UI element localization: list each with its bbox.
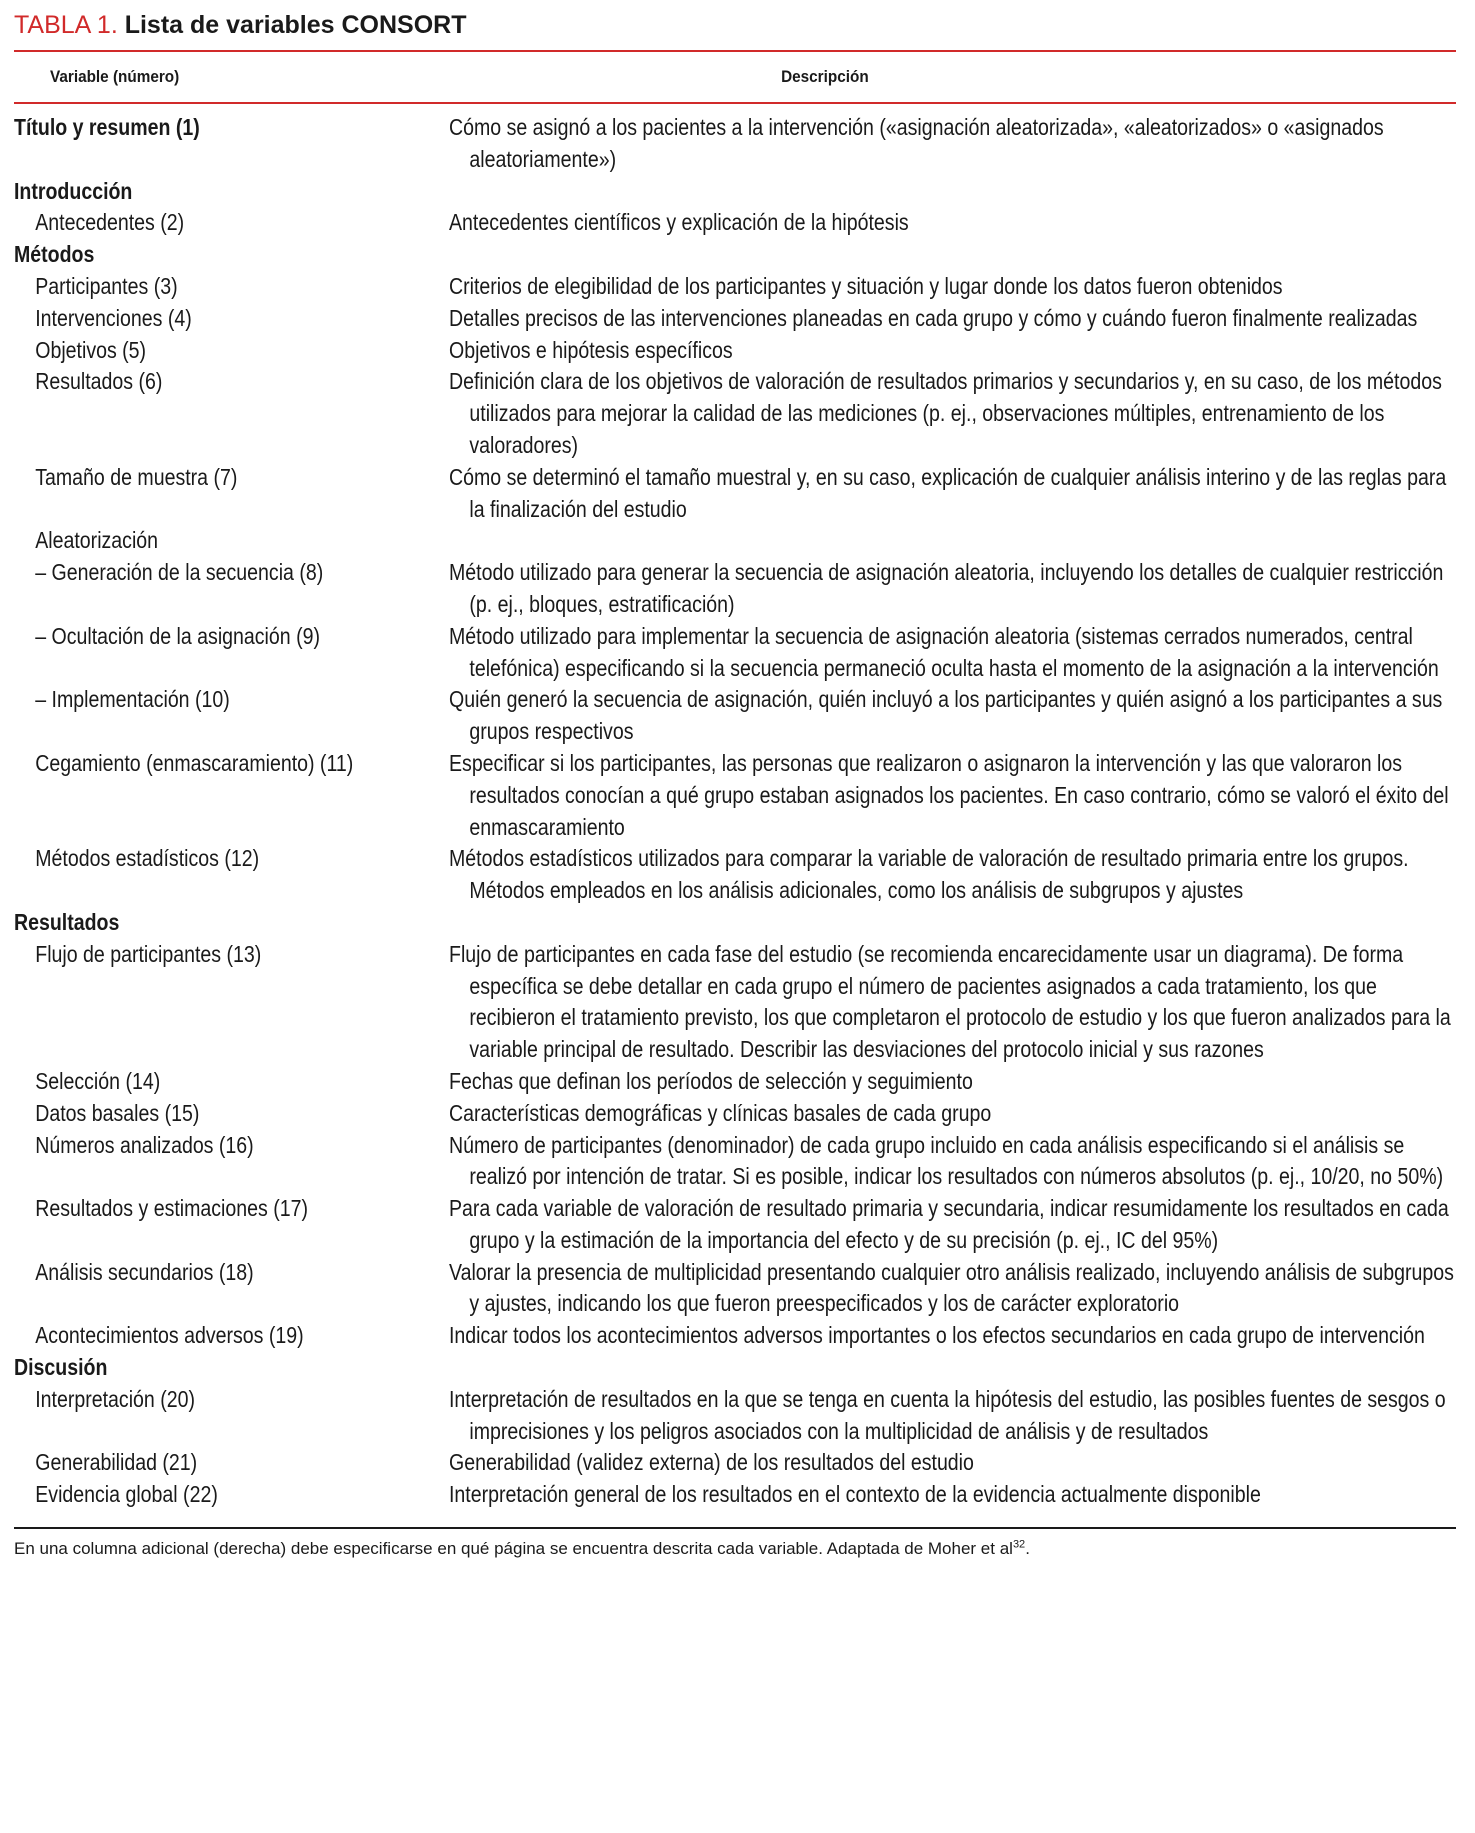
table-container: [14, 8, 1456, 1563]
variable-cell: Acontecimientos adversos (19): [35, 1322, 304, 1349]
variable-cell: Título y resumen (1): [14, 114, 200, 140]
table-row: [14, 366, 1456, 461]
variable-cell: Resultados (6): [35, 368, 163, 395]
description-cell: Método utilizado para generar la secuencia de asignación aleatoria, incluyendo los detalles de cualquier restricción (p. ej., bloques, estratificación): [449, 559, 1444, 617]
variable-cell: Antecedentes (2): [35, 209, 185, 236]
description-cell: [449, 907, 1456, 939]
description-cell: Métodos estadísticos utilizados para comparar la variable de valoración de resultado primaria entre los grupos. Métodos empleados en los análisis adicionales, como los análisis de subgrupos y ajustes: [449, 845, 1409, 904]
description-cell: Especificar si los participantes, las personas que realizaron o asignaron la intervención y las que valoraron los resultados conocían a qué grupo estaban asignados los pacientes. En caso contrario, cómo se valoró el éxito del enmascaramiento: [449, 749, 1449, 840]
description-cell: Quién generó la secuencia de asignación, quién incluyó a los participantes y quién asignó a los participantes a sus grupos respectivos: [449, 686, 1443, 745]
table-row: [14, 1098, 1456, 1130]
description-cell: Detalles precisos de las intervenciones planeadas en cada grupo y cómo y cuándo fueron finalmente realizadas: [449, 304, 1418, 331]
description-cell: Objetivos e hipótesis específicos: [449, 336, 733, 363]
variable-cell: Objetivos (5): [35, 336, 147, 363]
description-cell: Flujo de participantes en cada fase del estudio (se recomienda encarecidamente usar un diagrama). De forma específica se debe detallar en cada grupo el número de pacientes asignados a cada tratamiento, los que recibieron el tratamiento previsto, los que completaron el protocolo de estudio y los que fueron analizados para la variable principal de resultado. Describir las desviaciones del protocolo inicial y sus razones: [449, 940, 1451, 1063]
variable-cell: Generabilidad (21): [35, 1449, 198, 1476]
description-cell: Para cada variable de valoración de resultado primaria y secundaria, indicar resumidamente los resultados en cada grupo y la estimación de la importancia del efecto y de su precisión (p. ej., IC del 95%): [449, 1195, 1449, 1253]
section-row: [14, 176, 1456, 208]
variable-cell: Participantes (3): [35, 272, 178, 299]
table-row: [14, 1447, 1456, 1479]
variable-cell: Interpretación (20): [35, 1385, 195, 1412]
variable-cell: Números analizados (16): [35, 1131, 254, 1158]
variable-cell: Resultados: [14, 908, 120, 935]
footnote-text: En una columna adicional (derecha) debe especificarse en qué página se encuentra descrita cada variable. Adaptada de Moher et al: [14, 1539, 1013, 1559]
variable-cell: – Generación de la secuencia (8): [35, 559, 324, 586]
table-row: [14, 1130, 1456, 1194]
table-row: [14, 1193, 1456, 1257]
table-row: [14, 207, 1456, 239]
variable-cell: Datos basales (15): [35, 1099, 200, 1126]
table-row: [14, 525, 1456, 557]
table-row: [14, 557, 1456, 621]
description-cell: Interpretación general de los resultados en el contexto de la evidencia actualmente disponible: [449, 1481, 1261, 1508]
table-row: [14, 684, 1456, 748]
table-label: TABLA 1.: [14, 11, 118, 39]
variable-cell: Discusión: [14, 1354, 108, 1381]
description-cell: Generabilidad (validez externa) de los resultados del estudio: [449, 1449, 974, 1476]
description-cell: [449, 525, 1456, 557]
variable-cell: Tamaño de muestra (7): [35, 463, 238, 490]
table-row: [14, 939, 1456, 1066]
table-caption: [14, 8, 1456, 44]
header-descripcion: Descripción: [781, 67, 869, 86]
table-row: [14, 271, 1456, 303]
table-header: [14, 52, 1312, 102]
section-row: [14, 112, 1456, 176]
description-cell: Valorar la presencia de multiplicidad presentando cualquier otro análisis realizado, incluyendo análisis de subgrupos y ajustes, indicando los que fueron preespecificados y los de carácter exploratorio: [449, 1258, 1454, 1317]
description-cell: Interpretación de resultados en la que se tenga en cuenta la hipótesis del estudio, las posibles fuentes de sesgos o imprecisiones y los peligros asociados con la multiplicidad de análisis y de resultados: [449, 1385, 1446, 1444]
variable-cell: Aleatorización: [35, 527, 159, 554]
variable-cell: – Ocultación de la asignación (9): [35, 622, 320, 649]
variable-cell: – Implementación (10): [35, 686, 230, 713]
description-cell: Antecedentes científicos y explicación de la hipótesis: [449, 209, 909, 236]
variable-cell: Análisis secundarios (18): [35, 1258, 254, 1285]
description-cell: Cómo se asignó a los pacientes a la intervención («asignación aleatorizada», «aleatorizados» o «asignados aleatoriamente»): [449, 114, 1384, 172]
section-row: [14, 1352, 1456, 1384]
table-row: [14, 1320, 1456, 1352]
table-row: [14, 1384, 1456, 1448]
variable-cell: Flujo de participantes (13): [35, 940, 262, 967]
section-row: [14, 907, 1456, 939]
description-cell: [449, 239, 1456, 271]
variable-cell: Selección (14): [35, 1067, 161, 1094]
table-row: [14, 843, 1456, 907]
variable-cell: Métodos estadísticos (12): [35, 845, 260, 872]
table-row: [14, 303, 1456, 335]
variable-cell: Cegamiento (enmascaramiento) (11): [35, 749, 354, 776]
description-cell: [449, 1352, 1456, 1384]
description-cell: Método utilizado para implementar la secuencia de asignación aleatoria (sistemas cerrados numerados, central telefónica) especificando si la secuencia permaneció oculta hasta el momento de la asignación a la intervención: [449, 622, 1439, 681]
footnote-reference: 32: [1012, 1538, 1026, 1551]
description-cell: Características demográficas y clínicas basales de cada grupo: [449, 1099, 992, 1126]
variable-cell: Métodos: [14, 241, 95, 268]
table-row: [14, 462, 1456, 526]
table-body: [14, 112, 1456, 1511]
description-cell: Cómo se determinó el tamaño muestral y, en su caso, explicación de cualquier análisis interino y de las reglas para la finalización del estudio: [449, 463, 1447, 522]
section-row: [14, 239, 1456, 271]
table-footnote: [14, 1535, 1456, 1563]
header-variable: Variable (número): [50, 67, 180, 86]
description-cell: Fechas que definan los períodos de selección y seguimiento: [449, 1067, 973, 1094]
table-row: [14, 748, 1456, 843]
table-row: [14, 1479, 1456, 1511]
bottom-rule: [14, 1527, 1456, 1529]
description-cell: Número de participantes (denominador) de cada grupo incluido en cada análisis especificando si el análisis se realizó por intención de tratar. Si es posible, indicar los resultados con números absolutos (p. ej., 10/20, no 50%): [449, 1131, 1444, 1190]
header-rule: [14, 102, 1456, 104]
table-row: [14, 335, 1456, 367]
variable-cell: Resultados y estimaciones (17): [35, 1195, 308, 1222]
table-row: [14, 1066, 1456, 1098]
description-cell: Criterios de elegibilidad de los participantes y situación y lugar donde los datos fueron obtenidos: [449, 272, 1283, 299]
footnote-end: .: [1025, 1539, 1030, 1559]
description-cell: Definición clara de los objetivos de valoración de resultados primarios y secundarios y, en su caso, de los métodos utilizados para mejorar la calidad de las mediciones (p. ej., observaciones múltiples, entrenamiento de los valoradores): [449, 368, 1442, 458]
description-cell: [449, 176, 1456, 208]
variable-cell: Intervenciones (4): [35, 304, 192, 331]
variable-cell: Evidencia global (22): [35, 1481, 218, 1508]
description-cell: Indicar todos los acontecimientos adversos importantes o los efectos secundarios en cada grupo de intervención: [449, 1322, 1425, 1349]
variable-cell: Introducción: [14, 177, 133, 204]
table-row: [14, 1257, 1456, 1321]
table-title: Lista de variables CONSORT: [124, 11, 467, 39]
table-row: [14, 621, 1456, 685]
